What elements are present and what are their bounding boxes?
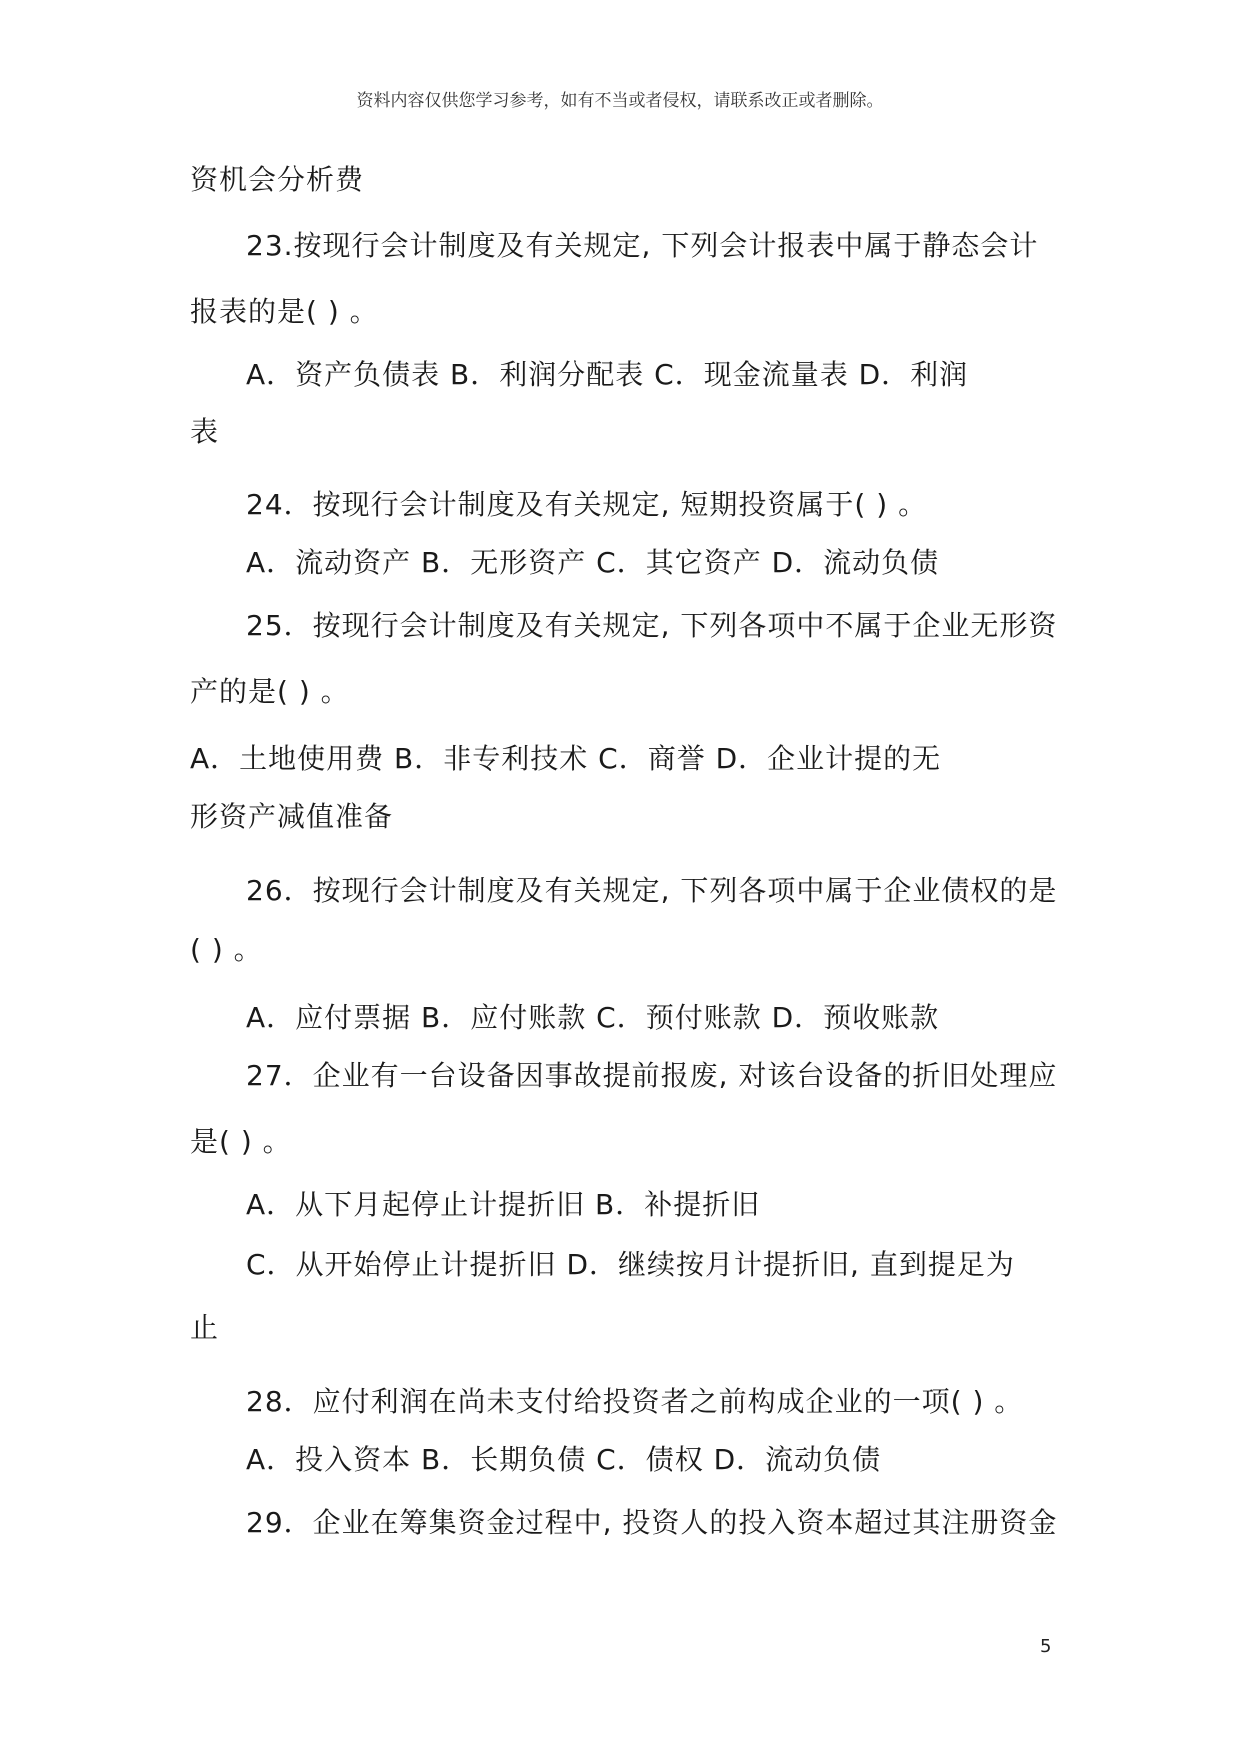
page-number: 5: [1040, 1636, 1052, 1657]
options-26-line: A．应付票据 B．应付账款 C．预付账款 D．预收账款: [246, 1001, 940, 1034]
text-line: 报表的是( ) 。: [190, 295, 379, 328]
question-25-line: 25．按现行会计制度及有关规定, 下列各项中不属于企业无形资: [246, 609, 1058, 642]
header-disclaimer: 资料内容仅供您学习参考，如有不当或者侵权，请联系改正或者删除。: [356, 91, 884, 111]
text-line: ( ) 。: [190, 933, 263, 966]
question-24-line: 24．按现行会计制度及有关规定, 短期投资属于( ) 。: [246, 488, 928, 521]
text-line: 表: [190, 415, 220, 448]
options-28-line: A．投入资本 B．长期负债 C．债权 D．流动负债: [246, 1443, 882, 1476]
text-line: 形资产减值准备: [190, 800, 394, 833]
options-27b-line: C．从开始停止计提折旧 D．继续按月计提折旧, 直到提足为: [246, 1248, 1015, 1281]
question-27-line: 27．企业有一台设备因事故提前报废, 对该台设备的折旧处理应: [246, 1059, 1058, 1092]
question-23-line: 23.按现行会计制度及有关规定, 下列会计报表中属于静态会计: [246, 229, 1039, 262]
question-26-line: 26．按现行会计制度及有关规定, 下列各项中属于企业债权的是: [246, 874, 1058, 907]
text-line: 资机会分析费: [190, 163, 365, 196]
options-24-line: A．流动资产 B．无形资产 C．其它资产 D．流动负债: [246, 546, 940, 579]
options-25-line: A．土地使用费 B．非专利技术 C．商誉 D．企业计提的无: [190, 742, 942, 775]
options-23-line: A．资产负债表 B．利润分配表 C．现金流量表 D．利润: [246, 358, 969, 391]
text-line: 产的是( ) 。: [190, 675, 350, 708]
options-27a-line: A．从下月起停止计提折旧 B．补提折旧: [246, 1188, 761, 1221]
text-line: 是( ) 。: [190, 1125, 292, 1158]
text-line: 止: [190, 1311, 220, 1344]
question-29-line: 29．企业在筹集资金过程中, 投资人的投入资本超过其注册资金: [246, 1506, 1058, 1539]
question-28-line: 28．应付利润在尚未支付给投资者之前构成企业的一项( ) 。: [246, 1385, 1024, 1418]
